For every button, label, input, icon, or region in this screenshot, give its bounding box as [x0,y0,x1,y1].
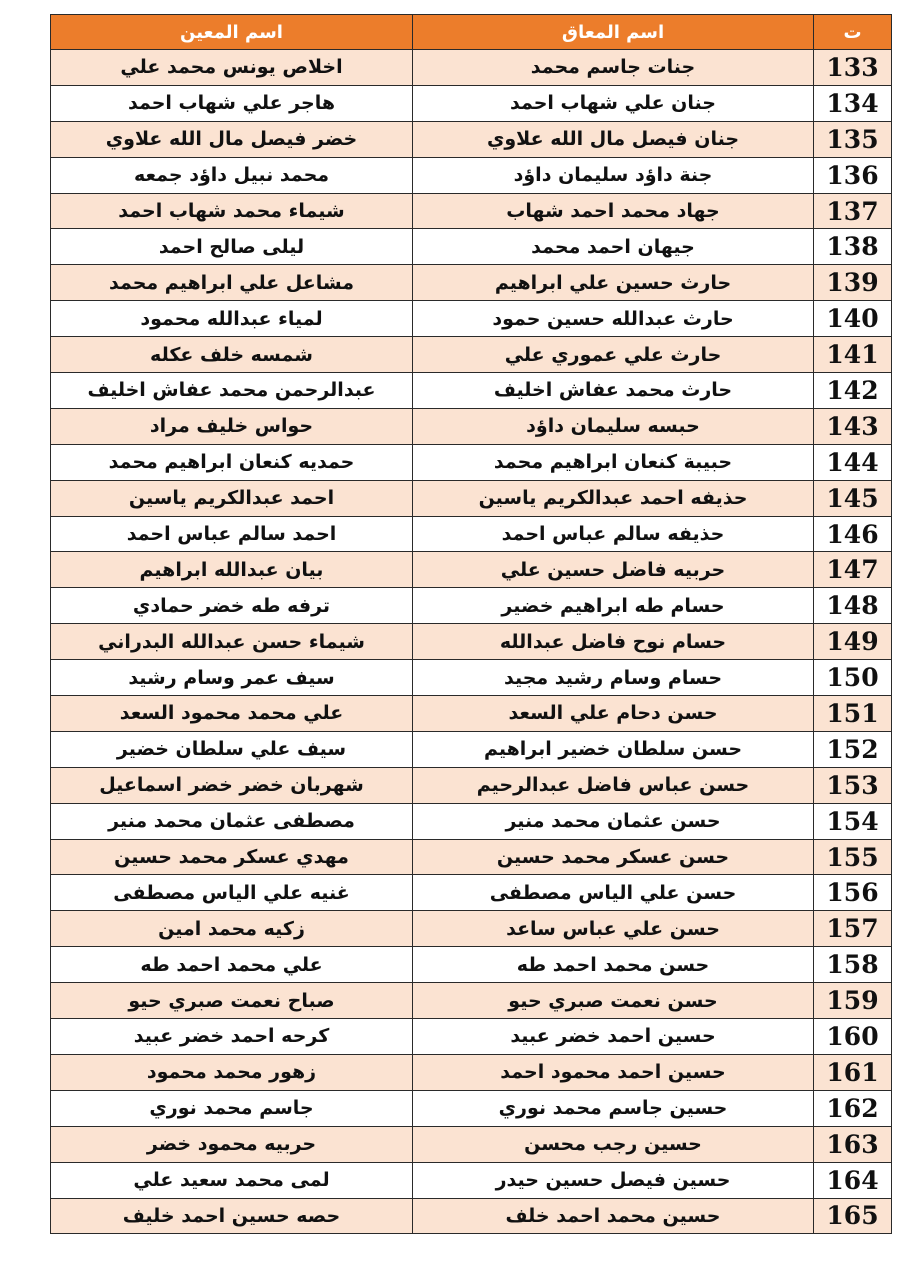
helper-name: صباح نعمت صبري حيو [51,983,413,1019]
row-number: 161 [814,1054,892,1090]
table-row [51,552,892,588]
header-disabled-name: اسم المعاق [413,15,814,50]
table-row [51,50,892,86]
table-row [51,1054,892,1090]
row-number: 133 [814,50,892,86]
helper-name: مشاعل علي ابراهيم محمد [51,265,413,301]
helper-name: ترفه طه خضر حمادي [51,588,413,624]
table-row [51,373,892,409]
helper-name: حربيه محمود خضر [51,1126,413,1162]
helper-name: زكيه محمد امين [51,911,413,947]
disabled-person-name: حارث حسين علي ابراهيم [413,265,814,301]
disabled-person-name: حسن نعمت صبري حيو [413,983,814,1019]
row-number: 165 [814,1198,892,1234]
table-row [51,1090,892,1126]
row-number: 149 [814,624,892,660]
row-number: 154 [814,803,892,839]
row-number: 134 [814,85,892,121]
helper-name: زهور محمد محمود [51,1054,413,1090]
helper-name: مهدي عسكر محمد حسين [51,839,413,875]
disabled-person-name: حسين جاسم محمد نوري [413,1090,814,1126]
disabled-person-name: حسن محمد احمد طه [413,947,814,983]
table-row [51,193,892,229]
document-page [50,14,891,1234]
disabled-person-name: جيهان احمد محمد [413,229,814,265]
disabled-person-name: حارث محمد عفاش اخليف [413,373,814,409]
row-number: 141 [814,337,892,373]
helper-name: شيماء محمد شهاب احمد [51,193,413,229]
disabled-person-name: حذيفه احمد عبدالكريم ياسين [413,480,814,516]
helper-name: جاسم محمد نوري [51,1090,413,1126]
table-row [51,1126,892,1162]
helper-name: سيف عمر وسام رشيد [51,660,413,696]
helper-name: غنيه علي الياس مصطفى [51,875,413,911]
table-row [51,731,892,767]
table-row [51,1198,892,1234]
table-row [51,157,892,193]
row-number: 163 [814,1126,892,1162]
helper-name: شيماء حسن عبدالله البدراني [51,624,413,660]
table-row [51,624,892,660]
row-number: 151 [814,696,892,732]
row-number: 143 [814,408,892,444]
helper-name: احمد سالم عباس احمد [51,516,413,552]
table-row [51,301,892,337]
disabled-person-name: حسام وسام رشيد مجيد [413,660,814,696]
table-row [51,875,892,911]
table-row [51,1162,892,1198]
helper-name: اخلاص يونس محمد علي [51,50,413,86]
disabled-person-name: حسين رجب محسن [413,1126,814,1162]
row-number: 146 [814,516,892,552]
table-row [51,265,892,301]
row-number: 150 [814,660,892,696]
table-row [51,408,892,444]
disabled-person-name: جنان علي شهاب احمد [413,85,814,121]
table-row [51,516,892,552]
disabled-person-name: حربيه فاضل حسين علي [413,552,814,588]
header-number: ت [814,15,892,50]
row-number: 152 [814,731,892,767]
disabled-person-name: حسن علي عباس ساعد [413,911,814,947]
row-number: 136 [814,157,892,193]
row-number: 144 [814,444,892,480]
disabled-person-name: جنات جاسم محمد [413,50,814,86]
table-row [51,947,892,983]
helper-name: حواس خليف مراد [51,408,413,444]
helper-name: علي محمد محمود السعد [51,696,413,732]
row-number: 164 [814,1162,892,1198]
row-number: 160 [814,1019,892,1055]
table-row [51,911,892,947]
row-number: 145 [814,480,892,516]
disabled-person-name: حسين محمد احمد خلف [413,1198,814,1234]
row-number: 142 [814,373,892,409]
row-number: 162 [814,1090,892,1126]
disabled-person-name: حسام نوح فاضل عبدالله [413,624,814,660]
table-row [51,444,892,480]
disabled-person-name: حسن علي الياس مصطفى [413,875,814,911]
table-row [51,803,892,839]
header-helper-name: اسم المعين [51,15,413,50]
disabled-person-name: حارث عبدالله حسين حمود [413,301,814,337]
table-row [51,588,892,624]
row-number: 138 [814,229,892,265]
helper-name: كرحه احمد خضر عبيد [51,1019,413,1055]
helper-name: حمديه كنعان ابراهيم محمد [51,444,413,480]
disabled-person-name: حسن عسكر محمد حسين [413,839,814,875]
disabled-person-name: جنة داؤد سليمان داؤد [413,157,814,193]
table-header-row [51,15,892,50]
helper-name: خضر فيصل مال الله علاوي [51,121,413,157]
row-number: 153 [814,767,892,803]
table-body [51,50,892,1234]
disabled-person-name: حسين فيصل حسين حيدر [413,1162,814,1198]
table-row [51,229,892,265]
table-row [51,983,892,1019]
helper-name: ليلى صالح احمد [51,229,413,265]
helper-name: لمى محمد سعيد علي [51,1162,413,1198]
helper-name: شهربان خضر خضر اسماعيل [51,767,413,803]
table-row [51,85,892,121]
helper-name: شمسه خلف عكله [51,337,413,373]
helper-name: حصه حسين احمد خليف [51,1198,413,1234]
table-row [51,767,892,803]
disabled-person-name: حسن عباس فاضل عبدالرحيم [413,767,814,803]
row-number: 137 [814,193,892,229]
table-row [51,696,892,732]
row-number: 155 [814,839,892,875]
row-number: 159 [814,983,892,1019]
disabled-person-name: جنان فيصل مال الله علاوي [413,121,814,157]
row-number: 156 [814,875,892,911]
row-number: 147 [814,552,892,588]
disabled-person-name: حسن دحام علي السعد [413,696,814,732]
row-number: 158 [814,947,892,983]
disabled-person-name: حسن سلطان خضير ابراهيم [413,731,814,767]
helper-name: هاجر علي شهاب احمد [51,85,413,121]
table-row [51,660,892,696]
helper-name: لمياء عبدالله محمود [51,301,413,337]
row-number: 157 [814,911,892,947]
helper-name: سيف علي سلطان خضير [51,731,413,767]
row-number: 140 [814,301,892,337]
table-row [51,839,892,875]
disabled-person-name: حذيفه سالم عباس احمد [413,516,814,552]
row-number: 139 [814,265,892,301]
disabled-person-name: حبسه سليمان داؤد [413,408,814,444]
table-row [51,480,892,516]
helper-name: بيان عبدالله ابراهيم [51,552,413,588]
helper-name: محمد نبيل داؤد جمعه [51,157,413,193]
row-number: 148 [814,588,892,624]
disabled-person-name: حسن عثمان محمد منير [413,803,814,839]
helper-name: احمد عبدالكريم ياسين [51,480,413,516]
names-table [50,14,892,1234]
disabled-person-name: جهاد محمد احمد شهاب [413,193,814,229]
disabled-person-name: حسين احمد محمود احمد [413,1054,814,1090]
disabled-person-name: حسام طه ابراهيم خضير [413,588,814,624]
helper-name: مصطفى عثمان محمد منير [51,803,413,839]
helper-name: علي محمد احمد طه [51,947,413,983]
row-number: 135 [814,121,892,157]
table-row [51,121,892,157]
disabled-person-name: حسين احمد خضر عبيد [413,1019,814,1055]
disabled-person-name: حبيبة كنعان ابراهيم محمد [413,444,814,480]
table-row [51,337,892,373]
helper-name: عبدالرحمن محمد عفاش اخليف [51,373,413,409]
disabled-person-name: حارث علي عموري علي [413,337,814,373]
table-row [51,1019,892,1055]
